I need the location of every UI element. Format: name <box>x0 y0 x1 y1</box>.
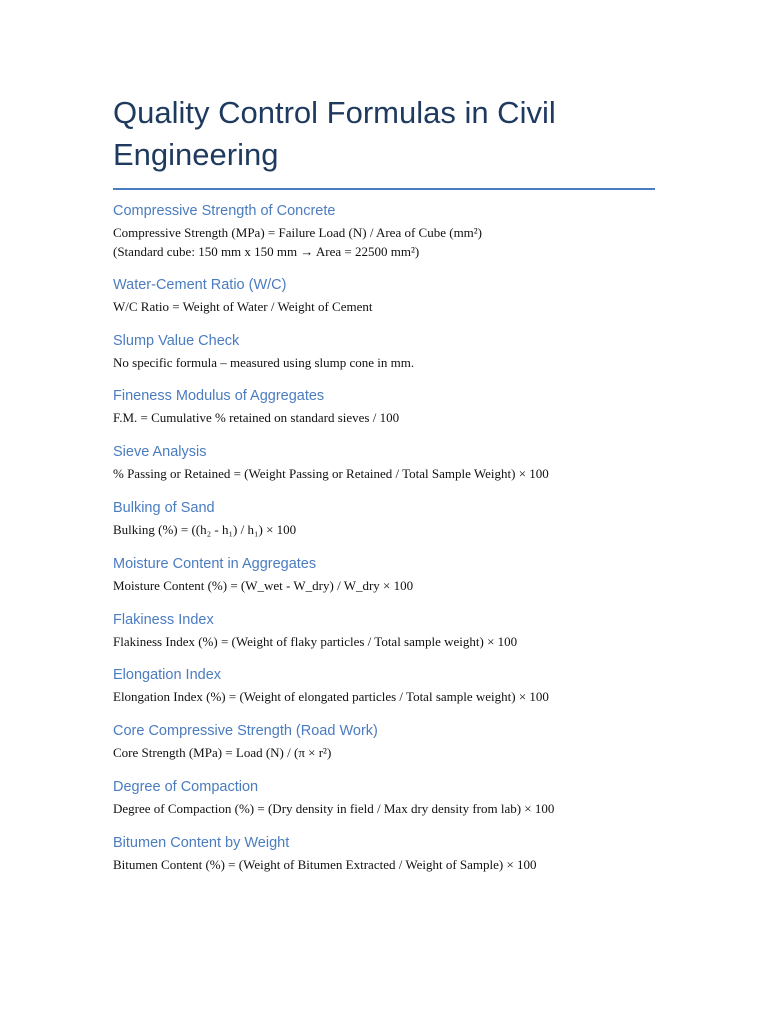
formula-text: % Passing or Retained = (Weight Passing or Retained / Total Sample Weight) × 100 <box>113 466 549 482</box>
formula-text: F.M. = Cumulative % retained on standard sieves / 100 <box>113 410 400 426</box>
formula-text: Moisture Content (%) = (W_wet - W_dry) / W_dry × 100 <box>113 577 414 593</box>
formula-text: W/C Ratio = Weight of Water / Weight of Cement <box>113 298 373 314</box>
section-flakiness-index <box>113 610 673 666</box>
section-heading: Bitumen Content by Weight <box>113 834 290 851</box>
section-heading: Flakiness Index <box>113 611 214 628</box>
section-slump-value <box>113 331 673 387</box>
title-divider <box>113 188 655 190</box>
section-heading: Slump Value Check <box>113 332 240 349</box>
page-title: Quality Control Formulas in Civil Engineering <box>113 95 556 172</box>
section-compressive-strength <box>113 201 673 275</box>
section-degree-of-compaction <box>113 777 673 833</box>
formula-text: Elongation Index (%) = (Weight of elongated particles / Total sample weight) × 100 <box>113 689 549 705</box>
section-heading: Degree of Compaction <box>113 778 259 795</box>
section-heading: Elongation Index <box>113 667 222 684</box>
formula-text: Flakiness Index (%) = (Weight of flaky particles / Total sample weight) × 100 <box>113 633 518 649</box>
title-block <box>113 92 655 190</box>
formula-text: No specific formula – measured using slump cone in mm. <box>113 354 415 370</box>
section-moisture-content <box>113 554 673 610</box>
section-heading: Moisture Content in Aggregates <box>113 555 317 572</box>
section-heading: Fineness Modulus of Aggregates <box>113 388 325 405</box>
section-bulking-of-sand <box>113 498 673 554</box>
section-water-cement-ratio <box>113 275 673 331</box>
section-bitumen-content <box>113 833 673 889</box>
section-fineness-modulus <box>113 386 673 442</box>
section-core-compressive-strength <box>113 721 673 777</box>
section-heading: Bulking of Sand <box>113 499 215 516</box>
formula-text: Compressive Strength (MPa) = Failure Load (N) / Area of Cube (mm²) <box>113 225 483 240</box>
formula-text: Core Strength (MPa) = Load (N) / (π × r²) <box>113 745 332 761</box>
formula-note: (Standard cube: 150 mm x 150 mm → Area = 22500 mm²) <box>113 244 420 259</box>
formula-text: Bitumen Content (%) = (Weight of Bitumen Extracted / Weight of Sample) × 100 <box>113 856 537 872</box>
section-heading: Water-Cement Ratio (W/C) <box>113 276 287 293</box>
section-heading: Core Compressive Strength (Road Work) <box>113 723 378 740</box>
formula-text: Degree of Compaction (%) = (Dry density in field / Max dry density from lab) × 100 <box>113 800 555 816</box>
section-heading: Sieve Analysis <box>113 444 207 461</box>
section-heading: Compressive Strength of Concrete <box>113 203 336 219</box>
section-sieve-analysis <box>113 442 673 498</box>
section-elongation-index <box>113 665 673 721</box>
formula-sections <box>113 201 673 889</box>
formula-text: Bulking (%) = ((h₂ - h₁) / h₁) × 100 <box>113 521 297 537</box>
